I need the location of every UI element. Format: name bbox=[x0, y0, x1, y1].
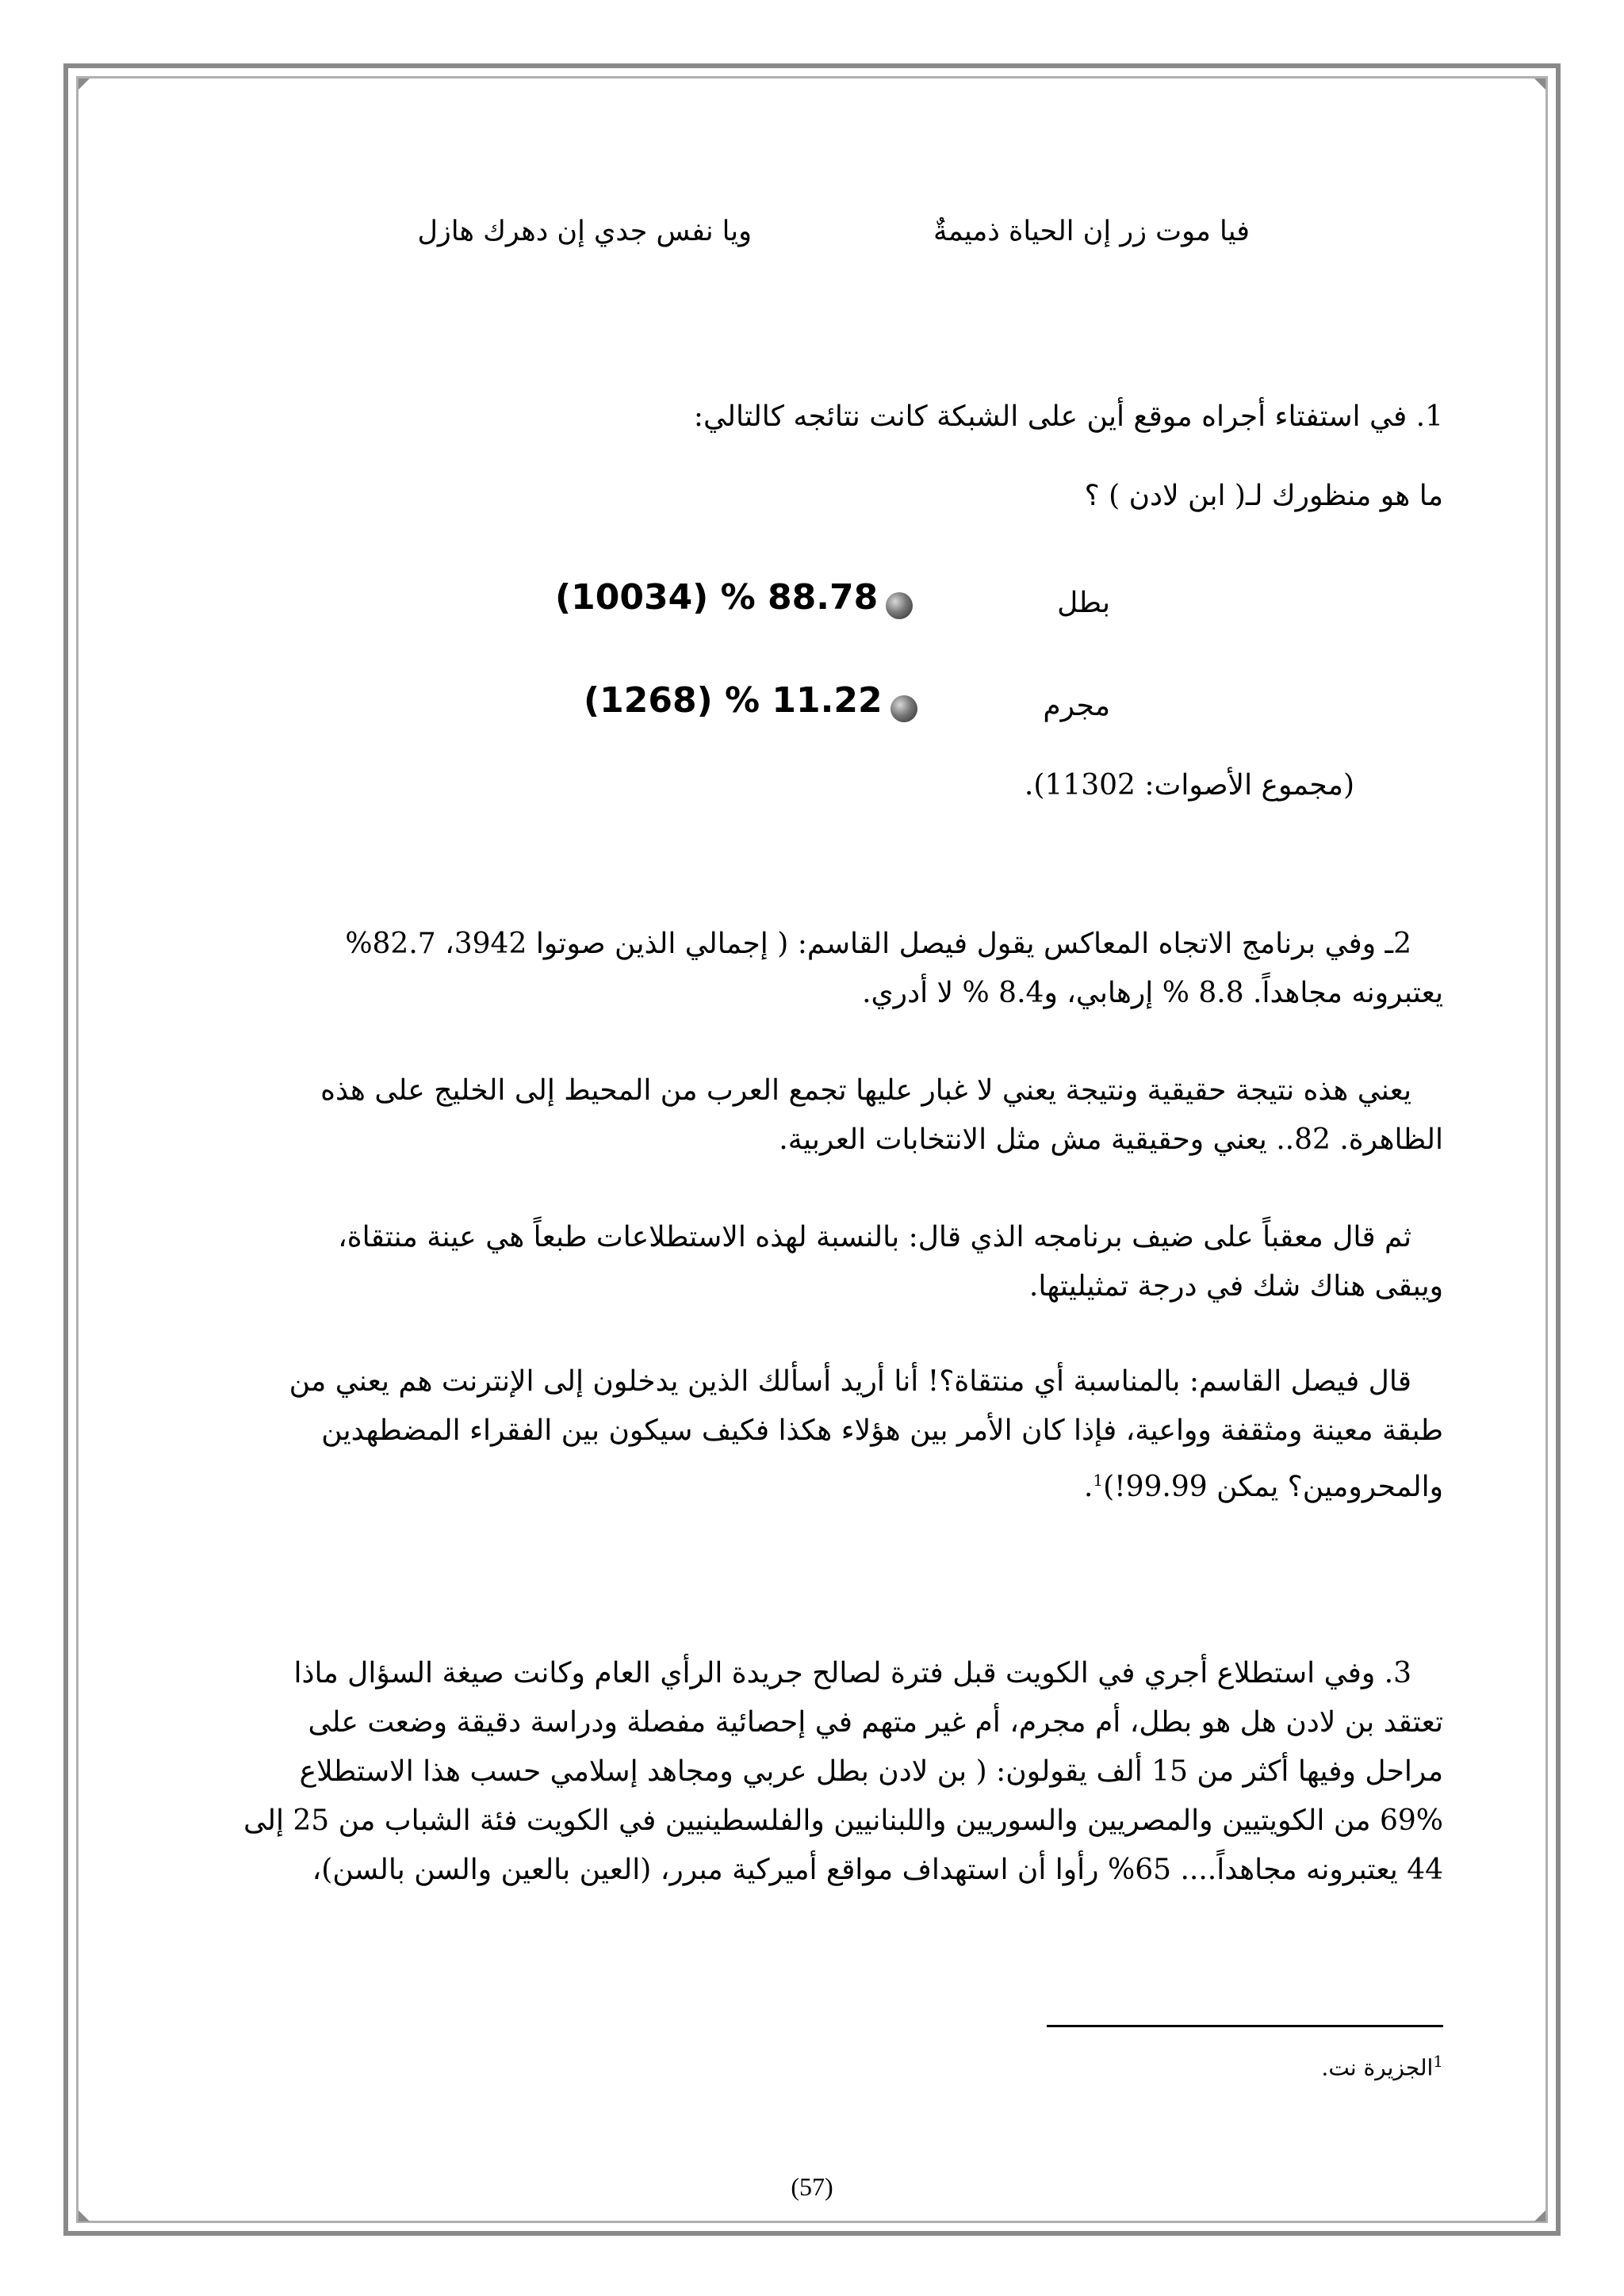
poll-question: ما هو منظورك لـ( ابن لادن ) ؟ bbox=[1084, 480, 1443, 512]
footnote bbox=[1321, 2052, 1443, 2080]
verse-first-hemistich: فيا موت زر إن الحياة ذميمةٌ bbox=[933, 216, 1250, 247]
corner-ornament bbox=[79, 78, 90, 90]
text-line: 2ـ وفي برنامج الاتجاه المعاكس يقول فيصل القاسم: ( إجمالي الذين صوتوا 3942، 82.7% bbox=[345, 928, 1411, 960]
section2-paragraph-3 bbox=[190, 1213, 1443, 1311]
total-votes: (مجموع الأصوات: 11302). bbox=[1024, 769, 1354, 802]
bullet-icon bbox=[886, 592, 913, 619]
section3-paragraph bbox=[190, 1649, 1443, 1895]
text-line: قال فيصل القاسم: بالمناسبة أي منتقاة؟! أنا أريد أسألك الذين يدخلون إلى الإنترنت هم يعني من bbox=[289, 1365, 1411, 1398]
page-number: (57) bbox=[791, 2172, 833, 2201]
text-line-content: والمحرومين؟ يمكن 99.99!) bbox=[1103, 1471, 1443, 1503]
corner-ornament bbox=[1534, 78, 1545, 90]
section1-intro: 1. في استفتاء أجراه موقع أين على الشبكة كانت نتائجه كالتالي: bbox=[693, 400, 1443, 433]
text-line: تعتقد بن لادن هل هو بطل، أم مجرم، أم غير متهم في إحصائية مفصلة ودراسة دقيقة وضعت على bbox=[308, 1706, 1443, 1739]
verse-second-hemistich: ويا نفس جدي إن دهرك هازل bbox=[417, 216, 752, 247]
corner-ornament bbox=[79, 2210, 90, 2221]
option-value-criminal: (1268) % 11.22 bbox=[584, 680, 883, 721]
text-line: 69% من الكويتيين والمصريين والسوريين واللبنانيين والفلسطينيين في الكويت فئة الشباب من 25 إلى bbox=[243, 1804, 1443, 1837]
bullet-icon bbox=[891, 695, 917, 722]
corner-ornament bbox=[1534, 2210, 1545, 2221]
text-line: ويبقى هناك شك في درجة تمثيليتها. bbox=[1028, 1270, 1443, 1303]
option-result-criminal bbox=[584, 680, 917, 722]
section2-paragraph-1 bbox=[190, 920, 1443, 1018]
text-line: يعتبرونه مجاهداً. 8.8 % إرهابي، و8.4 % لا أدري. bbox=[862, 977, 1443, 1009]
text-line: طبقة معينة ومثقفة وواعية، فإذا كان الأمر بين هؤلاء هكذا فكيف سيكون بين الفقراء المضطهدين bbox=[321, 1414, 1443, 1447]
text-line: الظاهرة. 82.. يعني وحقيقية مش مثل الانتخابات العربية. bbox=[779, 1123, 1443, 1156]
text-line: ثم قال معقباً على ضيف برنامجه الذي قال: بالنسبة لهذه الاستطلاعات طبعاً هي عينة منتقاة، bbox=[338, 1221, 1411, 1253]
footnote-number: 1 bbox=[1433, 2052, 1443, 2071]
option-label-criminal: مجرم bbox=[1043, 690, 1110, 722]
footnote-text: الجزيرة نت. bbox=[1321, 2054, 1434, 2081]
text-line: 44 يعتبرونه مجاهداً.... 65% رأوا أن استهداف مواقع أميركية مبرر، (العين بالعين والسن بالسن)، bbox=[312, 1854, 1443, 1886]
text-line: يعني هذه نتيجة حقيقية ونتيجة يعني لا غبار عليها تجمع العرب من المحيط إلى الخليج على هذه bbox=[320, 1074, 1411, 1107]
text-line bbox=[190, 1456, 1443, 1512]
footnote-separator bbox=[1047, 2025, 1443, 2027]
option-label-hero: بطل bbox=[1057, 587, 1110, 619]
section2-paragraph-2 bbox=[190, 1066, 1443, 1165]
option-result-hero bbox=[555, 577, 913, 619]
footnote-reference[interactable]: 1 bbox=[1093, 1471, 1104, 1490]
sentence-end: . bbox=[1083, 1471, 1094, 1503]
text-line: 3. وفي استطلاع أجري في الكويت قبل فترة لصالح جريدة الرأي العام وكانت صيغة السؤال ماذا bbox=[293, 1657, 1411, 1689]
option-value-hero: (10034) % 88.78 bbox=[555, 577, 879, 618]
section2-paragraph-4 bbox=[190, 1357, 1443, 1512]
text-line: مراحل وفيها أكثر من 15 ألف يقولون: ( بن لادن بطل عربي ومجاهد إسلامي حسب هذا الاستطلاع bbox=[299, 1755, 1443, 1788]
